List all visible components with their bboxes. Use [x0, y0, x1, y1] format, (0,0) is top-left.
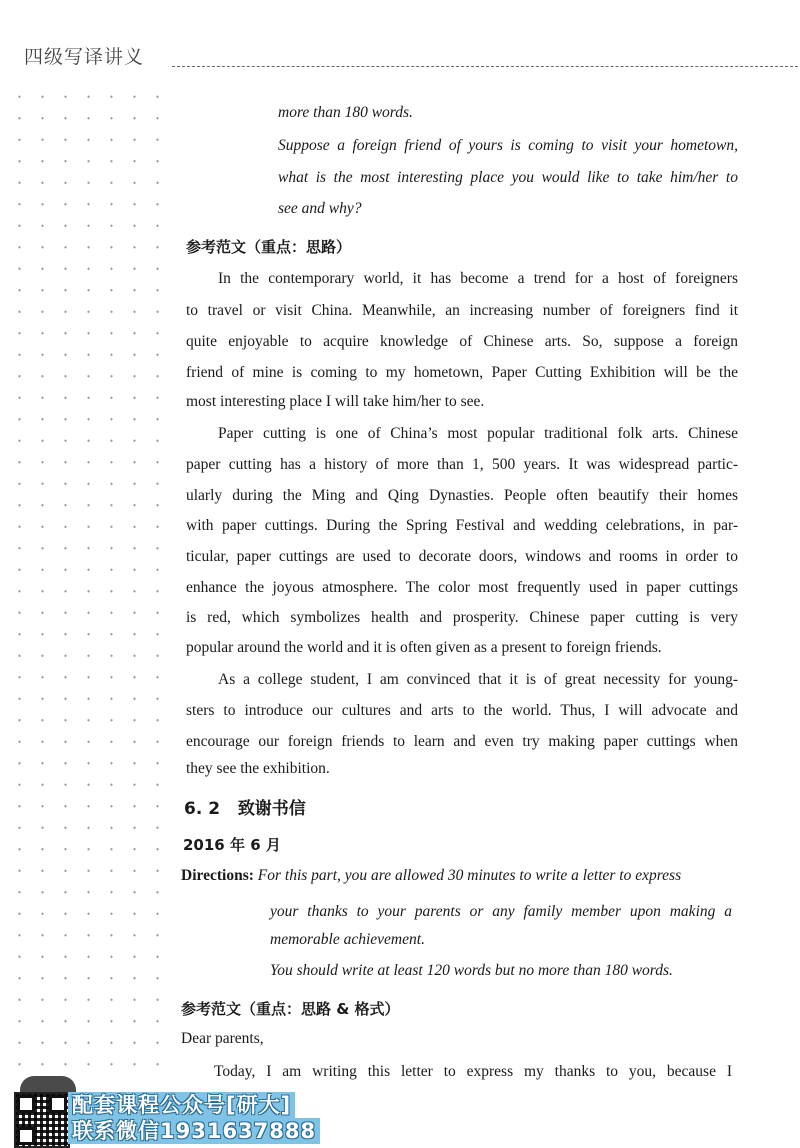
essay-line: In the contemporary world, it has become a trend for a host of foreigners — [218, 270, 738, 287]
exam-date-heading: 2016 年 6 月 — [183, 836, 281, 854]
qr-code-icon — [14, 1092, 70, 1148]
qr-finder-pattern — [17, 1127, 35, 1145]
essay-line: most interesting place I will take him/her to see. — [186, 393, 485, 410]
essay-line: sters to introduce our cultures and arts to the world. Thus, I will advocate and — [186, 702, 738, 719]
letter-first-line: Today, I am writing this letter to express my thanks to you, because I — [214, 1063, 732, 1080]
sample-essay-heading: 参考范文（重点：思路） — [186, 238, 352, 256]
sample-letter-heading: 参考范文（重点：思路 & 格式） — [181, 1000, 400, 1018]
directions-line: memorable achievement. — [270, 931, 425, 948]
promo-watermark — [0, 1076, 330, 1148]
qr-finder-pattern — [49, 1095, 67, 1113]
prompt-line: Suppose a foreign friend of yours is coming to visit your hometown, — [278, 137, 738, 154]
directions-first-line — [181, 867, 681, 885]
prompt-line: what is the most interesting place you would like to take him/her to — [278, 169, 738, 186]
qr-finder-pattern — [17, 1095, 35, 1113]
directions-label: Directions: — [181, 867, 254, 884]
essay-line: friend of mine is coming to my hometown, Paper Cutting Exhibition will be the — [186, 364, 738, 381]
letter-salutation: Dear parents, — [181, 1030, 264, 1047]
directions-text: For this part, you are allowed 30 minutes to write a letter to express — [257, 867, 682, 884]
essay-line: ularly during the Ming and Qing Dynasties. People often beautify their homes — [186, 487, 738, 504]
running-header-title: 四级写译讲义 — [24, 46, 145, 68]
essay-line: with paper cuttings. During the Spring Festival and wedding celebrations, in par- — [186, 517, 738, 534]
essay-line: enhance the joyous atmosphere. The color most frequently used in paper cuttings — [186, 579, 738, 596]
essay-line: As a college student, I am convinced that it is of great necessity for young- — [218, 671, 738, 688]
promo-line-1: 配套课程公众号[研大] — [68, 1092, 295, 1118]
essay-line: is red, which symbolizes health and prosperity. Chinese paper cutting is very — [186, 609, 738, 626]
essay-line: to travel or visit China. Meanwhile, an increasing number of foreigners find it — [186, 302, 738, 319]
essay-line: encourage our foreign friends to learn and even try making paper cuttings when — [186, 733, 738, 750]
header-dashed-rule — [172, 66, 798, 67]
essay-line: quite enjoyable to acquire knowledge of Chinese arts. So, suppose a foreign — [186, 333, 738, 350]
prompt-line: see and why? — [278, 200, 362, 217]
dotted-note-margin — [8, 86, 174, 1066]
prompt-line: more than 180 words. — [278, 104, 413, 121]
section-number: 6. 2 — [184, 799, 221, 819]
section-heading — [184, 794, 306, 819]
essay-line: popular around the world and it is often given as a present to foreign friends. — [186, 639, 662, 656]
directions-line: your thanks to your parents or any family member upon making a — [270, 903, 732, 920]
promo-line-2: 联系微信1931637888 — [68, 1118, 320, 1144]
section-title: 致谢书信 — [237, 799, 306, 819]
essay-line: ticular, paper cuttings are used to decorate doors, windows and rooms in order to — [186, 548, 738, 565]
essay-line: Paper cutting is one of China’s most popular traditional folk arts. Chinese — [218, 425, 738, 442]
directions-line: You should write at least 120 words but no more than 180 words. — [270, 962, 673, 979]
essay-line: they see the exhibition. — [186, 760, 330, 777]
essay-line: paper cutting has a history of more than 1, 500 years. It was widespread partic- — [186, 456, 738, 473]
